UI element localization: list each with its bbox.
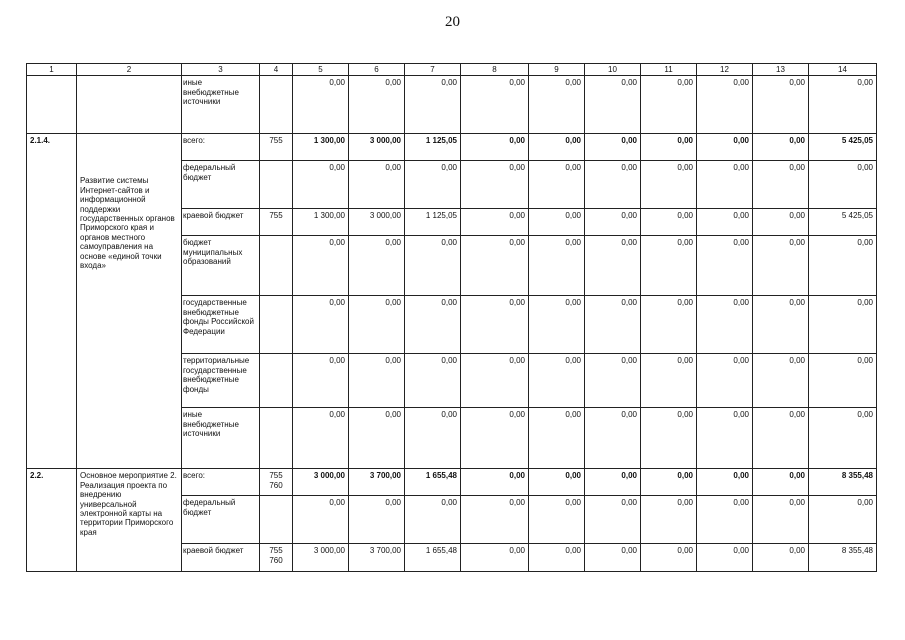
amount-cell: 0,00 [697, 76, 753, 134]
amount-cell: 1 300,00 [293, 134, 349, 161]
amount-cell: 0,00 [461, 236, 529, 296]
amount-cell: 1 300,00 [293, 209, 349, 236]
amount-cell: 5 425,05 [809, 134, 877, 161]
amount-cell: 0,00 [697, 354, 753, 408]
column-header: 13 [753, 64, 809, 76]
amount-cell: 0,00 [585, 496, 641, 544]
column-header: 1 [27, 64, 77, 76]
amount-cell: 0,00 [753, 134, 809, 161]
funding-source: федеральный бюджет [182, 496, 260, 544]
amount-cell: 0,00 [529, 236, 585, 296]
amount-cell: 0,00 [585, 236, 641, 296]
amount-cell: 0,00 [641, 161, 697, 209]
amount-cell: 0,00 [293, 354, 349, 408]
amount-cell: 0,00 [293, 296, 349, 354]
amount-cell: 0,00 [809, 496, 877, 544]
budget-table [26, 63, 877, 572]
amount-cell: 0,00 [641, 544, 697, 572]
amount-cell: 0,00 [641, 469, 697, 496]
amount-cell: 0,00 [585, 209, 641, 236]
amount-cell: 0,00 [405, 496, 461, 544]
header-row [27, 64, 877, 76]
amount-cell: 0,00 [641, 76, 697, 134]
amount-cell: 0,00 [585, 134, 641, 161]
amount-cell: 0,00 [405, 296, 461, 354]
amount-cell: 0,00 [809, 354, 877, 408]
funding-source: государственные внебюджетные фонды Российской Федерации [182, 296, 260, 354]
amount-cell: 0,00 [809, 236, 877, 296]
amount-cell: 0,00 [753, 76, 809, 134]
amount-cell: 8 355,48 [809, 544, 877, 572]
amount-cell: 0,00 [529, 296, 585, 354]
amount-cell: 0,00 [753, 209, 809, 236]
table-row [27, 134, 877, 161]
amount-cell: 0,00 [753, 408, 809, 469]
amount-cell: 3 000,00 [349, 209, 405, 236]
amount-cell: 0,00 [753, 469, 809, 496]
amount-cell: 0,00 [697, 134, 753, 161]
budget-code: 755 760 [260, 469, 293, 496]
column-header: 10 [585, 64, 641, 76]
amount-cell: 0,00 [585, 408, 641, 469]
amount-cell: 8 355,48 [809, 469, 877, 496]
row-number: 2.2. [27, 469, 77, 572]
budget-code [260, 296, 293, 354]
amount-cell: 0,00 [753, 354, 809, 408]
amount-cell: 0,00 [697, 544, 753, 572]
amount-cell: 0,00 [461, 76, 529, 134]
column-header: 5 [293, 64, 349, 76]
amount-cell: 0,00 [753, 296, 809, 354]
amount-cell: 0,00 [585, 544, 641, 572]
amount-cell: 0,00 [641, 408, 697, 469]
column-header: 12 [697, 64, 753, 76]
amount-cell: 0,00 [349, 296, 405, 354]
amount-cell: 0,00 [585, 469, 641, 496]
amount-cell: 1 125,05 [405, 134, 461, 161]
row-name: Основное мероприятие 2. Реализация проекта по внедрению универсальной электронной карты на территории Приморского края [77, 469, 182, 572]
amount-cell: 0,00 [405, 236, 461, 296]
amount-cell: 0,00 [461, 544, 529, 572]
amount-cell: 3 700,00 [349, 544, 405, 572]
amount-cell: 0,00 [585, 354, 641, 408]
amount-cell: 1 655,48 [405, 469, 461, 496]
amount-cell: 0,00 [585, 296, 641, 354]
column-header: 8 [461, 64, 529, 76]
amount-cell: 0,00 [753, 544, 809, 572]
amount-cell: 0,00 [809, 408, 877, 469]
amount-cell: 0,00 [697, 236, 753, 296]
table-row [27, 76, 877, 134]
budget-code [260, 354, 293, 408]
amount-cell: 0,00 [405, 354, 461, 408]
column-header: 11 [641, 64, 697, 76]
amount-cell: 0,00 [529, 161, 585, 209]
amount-cell: 0,00 [293, 496, 349, 544]
amount-cell: 0,00 [293, 76, 349, 134]
budget-code [260, 236, 293, 296]
column-header: 7 [405, 64, 461, 76]
amount-cell: 0,00 [293, 161, 349, 209]
amount-cell: 0,00 [641, 209, 697, 236]
amount-cell: 0,00 [405, 408, 461, 469]
amount-cell: 0,00 [461, 469, 529, 496]
amount-cell: 0,00 [697, 209, 753, 236]
budget-code [260, 408, 293, 469]
funding-source: краевой бюджет [182, 544, 260, 572]
funding-source: бюджет муниципальных образований [182, 236, 260, 296]
amount-cell: 0,00 [461, 354, 529, 408]
funding-source: федеральный бюджет [182, 161, 260, 209]
amount-cell: 0,00 [293, 236, 349, 296]
amount-cell: 0,00 [529, 544, 585, 572]
amount-cell: 0,00 [697, 296, 753, 354]
amount-cell: 0,00 [641, 354, 697, 408]
amount-cell: 0,00 [697, 408, 753, 469]
column-header: 9 [529, 64, 585, 76]
amount-cell: 0,00 [529, 469, 585, 496]
amount-cell: 0,00 [753, 236, 809, 296]
column-header: 3 [182, 64, 260, 76]
amount-cell: 0,00 [753, 161, 809, 209]
column-header: 6 [349, 64, 405, 76]
budget-code: 755 [260, 209, 293, 236]
amount-cell: 0,00 [349, 354, 405, 408]
amount-cell: 1 655,48 [405, 544, 461, 572]
amount-cell: 0,00 [529, 408, 585, 469]
row-name: Развитие системы Интернет-сайтов и информационной поддержки государственных органов Приморского края и органов местного самоуправления на основе «единой точки входа» [77, 134, 182, 469]
amount-cell: 0,00 [697, 469, 753, 496]
funding-source: иные внебюджетные источники [182, 408, 260, 469]
amount-cell: 0,00 [529, 209, 585, 236]
column-header: 2 [77, 64, 182, 76]
amount-cell: 0,00 [349, 236, 405, 296]
amount-cell: 0,00 [697, 496, 753, 544]
row-name [77, 76, 182, 134]
amount-cell: 0,00 [405, 161, 461, 209]
amount-cell: 0,00 [809, 161, 877, 209]
amount-cell: 0,00 [529, 76, 585, 134]
amount-cell: 0,00 [461, 161, 529, 209]
amount-cell: 3 000,00 [293, 544, 349, 572]
amount-cell: 0,00 [349, 161, 405, 209]
amount-cell: 0,00 [461, 134, 529, 161]
amount-cell: 3 700,00 [349, 469, 405, 496]
amount-cell: 0,00 [349, 496, 405, 544]
amount-cell: 0,00 [585, 76, 641, 134]
amount-cell: 0,00 [641, 496, 697, 544]
amount-cell: 3 000,00 [349, 134, 405, 161]
budget-code [260, 76, 293, 134]
amount-cell: 0,00 [753, 496, 809, 544]
amount-cell: 5 425,05 [809, 209, 877, 236]
row-number [27, 76, 77, 134]
funding-source: территориальные государственные внебюджетные фонды [182, 354, 260, 408]
amount-cell: 0,00 [461, 496, 529, 544]
budget-code: 755 760 [260, 544, 293, 572]
budget-code: 755 [260, 134, 293, 161]
column-header: 14 [809, 64, 877, 76]
amount-cell: 0,00 [349, 408, 405, 469]
page-number: 20 [445, 14, 460, 30]
amount-cell: 1 125,05 [405, 209, 461, 236]
amount-cell: 0,00 [461, 209, 529, 236]
amount-cell: 0,00 [809, 296, 877, 354]
amount-cell: 0,00 [585, 161, 641, 209]
amount-cell: 0,00 [641, 134, 697, 161]
column-header: 4 [260, 64, 293, 76]
funding-source: всего: [182, 134, 260, 161]
amount-cell: 0,00 [809, 76, 877, 134]
amount-cell: 3 000,00 [293, 469, 349, 496]
amount-cell: 0,00 [641, 296, 697, 354]
row-number: 2.1.4. [27, 134, 77, 469]
funding-source: всего: [182, 469, 260, 496]
amount-cell: 0,00 [349, 76, 405, 134]
funding-source: краевой бюджет [182, 209, 260, 236]
amount-cell: 0,00 [293, 408, 349, 469]
amount-cell: 0,00 [461, 296, 529, 354]
amount-cell: 0,00 [405, 76, 461, 134]
amount-cell: 0,00 [641, 236, 697, 296]
budget-code [260, 496, 293, 544]
funding-source: иные внебюджетные источники [182, 76, 260, 134]
budget-code [260, 161, 293, 209]
amount-cell: 0,00 [529, 134, 585, 161]
table-row [27, 469, 877, 496]
amount-cell: 0,00 [529, 496, 585, 544]
amount-cell: 0,00 [529, 354, 585, 408]
amount-cell: 0,00 [461, 408, 529, 469]
amount-cell: 0,00 [697, 161, 753, 209]
